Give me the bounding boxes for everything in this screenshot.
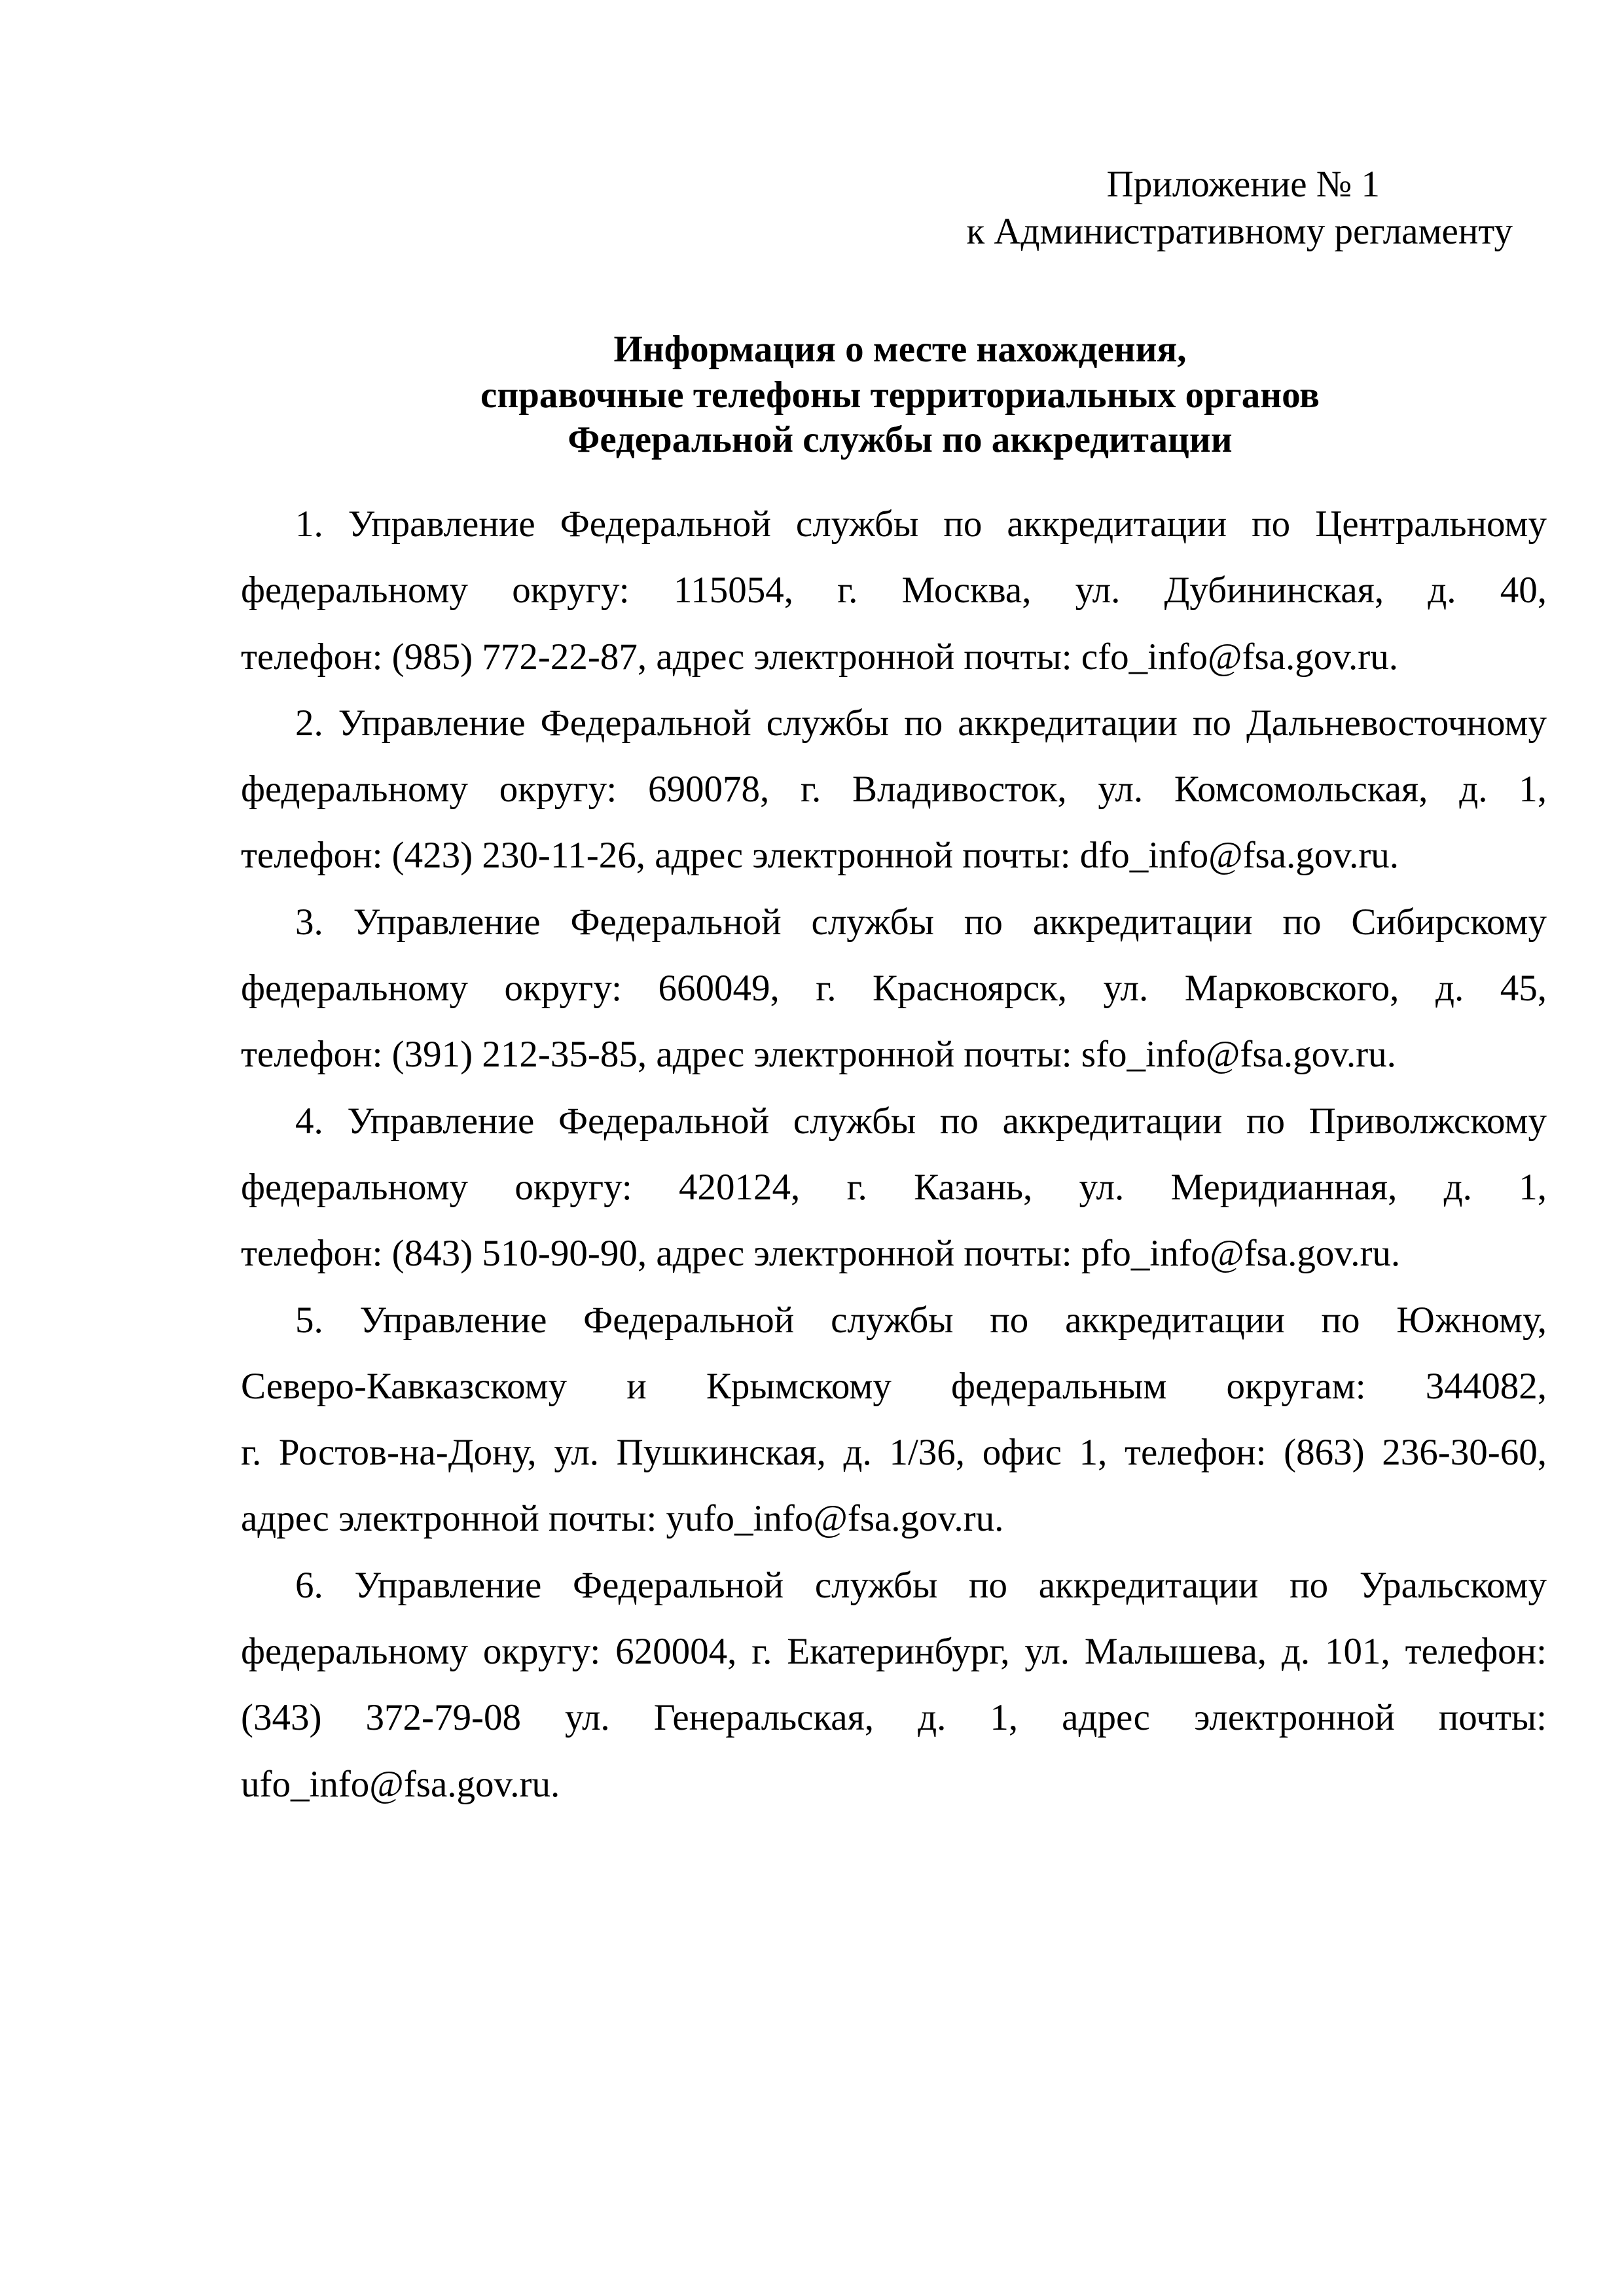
office-list <box>241 491 1547 1817</box>
paragraph-line: 6. Управление Федеральной службы по аккредитации по Уральскому <box>295 1564 1547 1606</box>
paragraph-line: ufo_info@fsa.gov.ru. <box>241 1763 560 1805</box>
appendix-number: Приложение № 1 <box>1106 164 1380 205</box>
paragraph-line: федеральному округу: 690078, г. Владивосток, ул. Комсомольская, д. 1, <box>241 769 1547 811</box>
paragraph-line: г. Ростов-на-Дону, ул. Пушкинская, д. 1/36, офис 1, телефон: (863) 236-30-60, <box>241 1432 1547 1474</box>
office-paragraph-5 <box>241 1287 1547 1552</box>
document-title-line-2: справочные телефоны территориальных органов <box>480 374 1320 416</box>
paragraph-line: телефон: (391) 212-35-85, адрес электронной почты: sfo_info@fsa.gov.ru. <box>241 1034 1396 1076</box>
office-paragraph-1 <box>241 491 1547 690</box>
document-title-line-1: Информация о месте нахождения, <box>613 329 1187 370</box>
paragraph-line: телефон: (843) 510-90-90, адрес электронной почты: pfo_info@fsa.gov.ru. <box>241 1233 1401 1275</box>
paragraph-line: федеральному округу: 660049, г. Красноярск, ул. Марковского, д. 45, <box>241 968 1547 1010</box>
office-paragraph-6 <box>241 1552 1547 1817</box>
appendix-reference: к Административному регламенту <box>966 211 1513 252</box>
paragraph-line: федеральному округу: 420124, г. Казань, ул. Меридианная, д. 1, <box>241 1166 1547 1208</box>
paragraph-line: (343) 372-79-08 ул. Генеральская, д. 1, адрес электронной почты: <box>241 1697 1547 1739</box>
office-paragraph-2 <box>241 690 1547 889</box>
paragraph-line: федеральному округу: 620004, г. Екатеринбург, ул. Малышева, д. 101, телефон: <box>241 1631 1547 1673</box>
office-paragraph-3 <box>241 889 1547 1088</box>
document-title-line-3: Федеральной службы по аккредитации <box>568 419 1233 460</box>
paragraph-line: адрес электронной почты: yufo_info@fsa.gov.ru. <box>241 1498 1004 1540</box>
paragraph-line: 4. Управление Федеральной службы по аккредитации по Приволжскому <box>295 1100 1547 1142</box>
paragraph-line: Северо-Кавказскому и Крымскому федеральным округам: 344082, <box>241 1365 1547 1407</box>
paragraph-line: 2. Управление Федеральной службы по аккредитации по Дальневосточному <box>295 702 1547 744</box>
office-paragraph-4 <box>241 1088 1547 1287</box>
paragraph-line: телефон: (985) 772-22-87, адрес электронной почты: cfo_info@fsa.gov.ru. <box>241 636 1398 678</box>
paragraph-line: 5. Управление Федеральной службы по аккредитации по Южному, <box>295 1299 1547 1341</box>
paragraph-line: телефон: (423) 230-11-26, адрес электронной почты: dfo_info@fsa.gov.ru. <box>241 835 1399 877</box>
paragraph-line: 3. Управление Федеральной службы по аккредитации по Сибирскому <box>295 901 1547 943</box>
paragraph-line: 1. Управление Федеральной службы по аккредитации по Центральному <box>295 503 1547 545</box>
paragraph-line: федеральному округу: 115054, г. Москва, ул. Дубининская, д. 40, <box>241 570 1547 611</box>
